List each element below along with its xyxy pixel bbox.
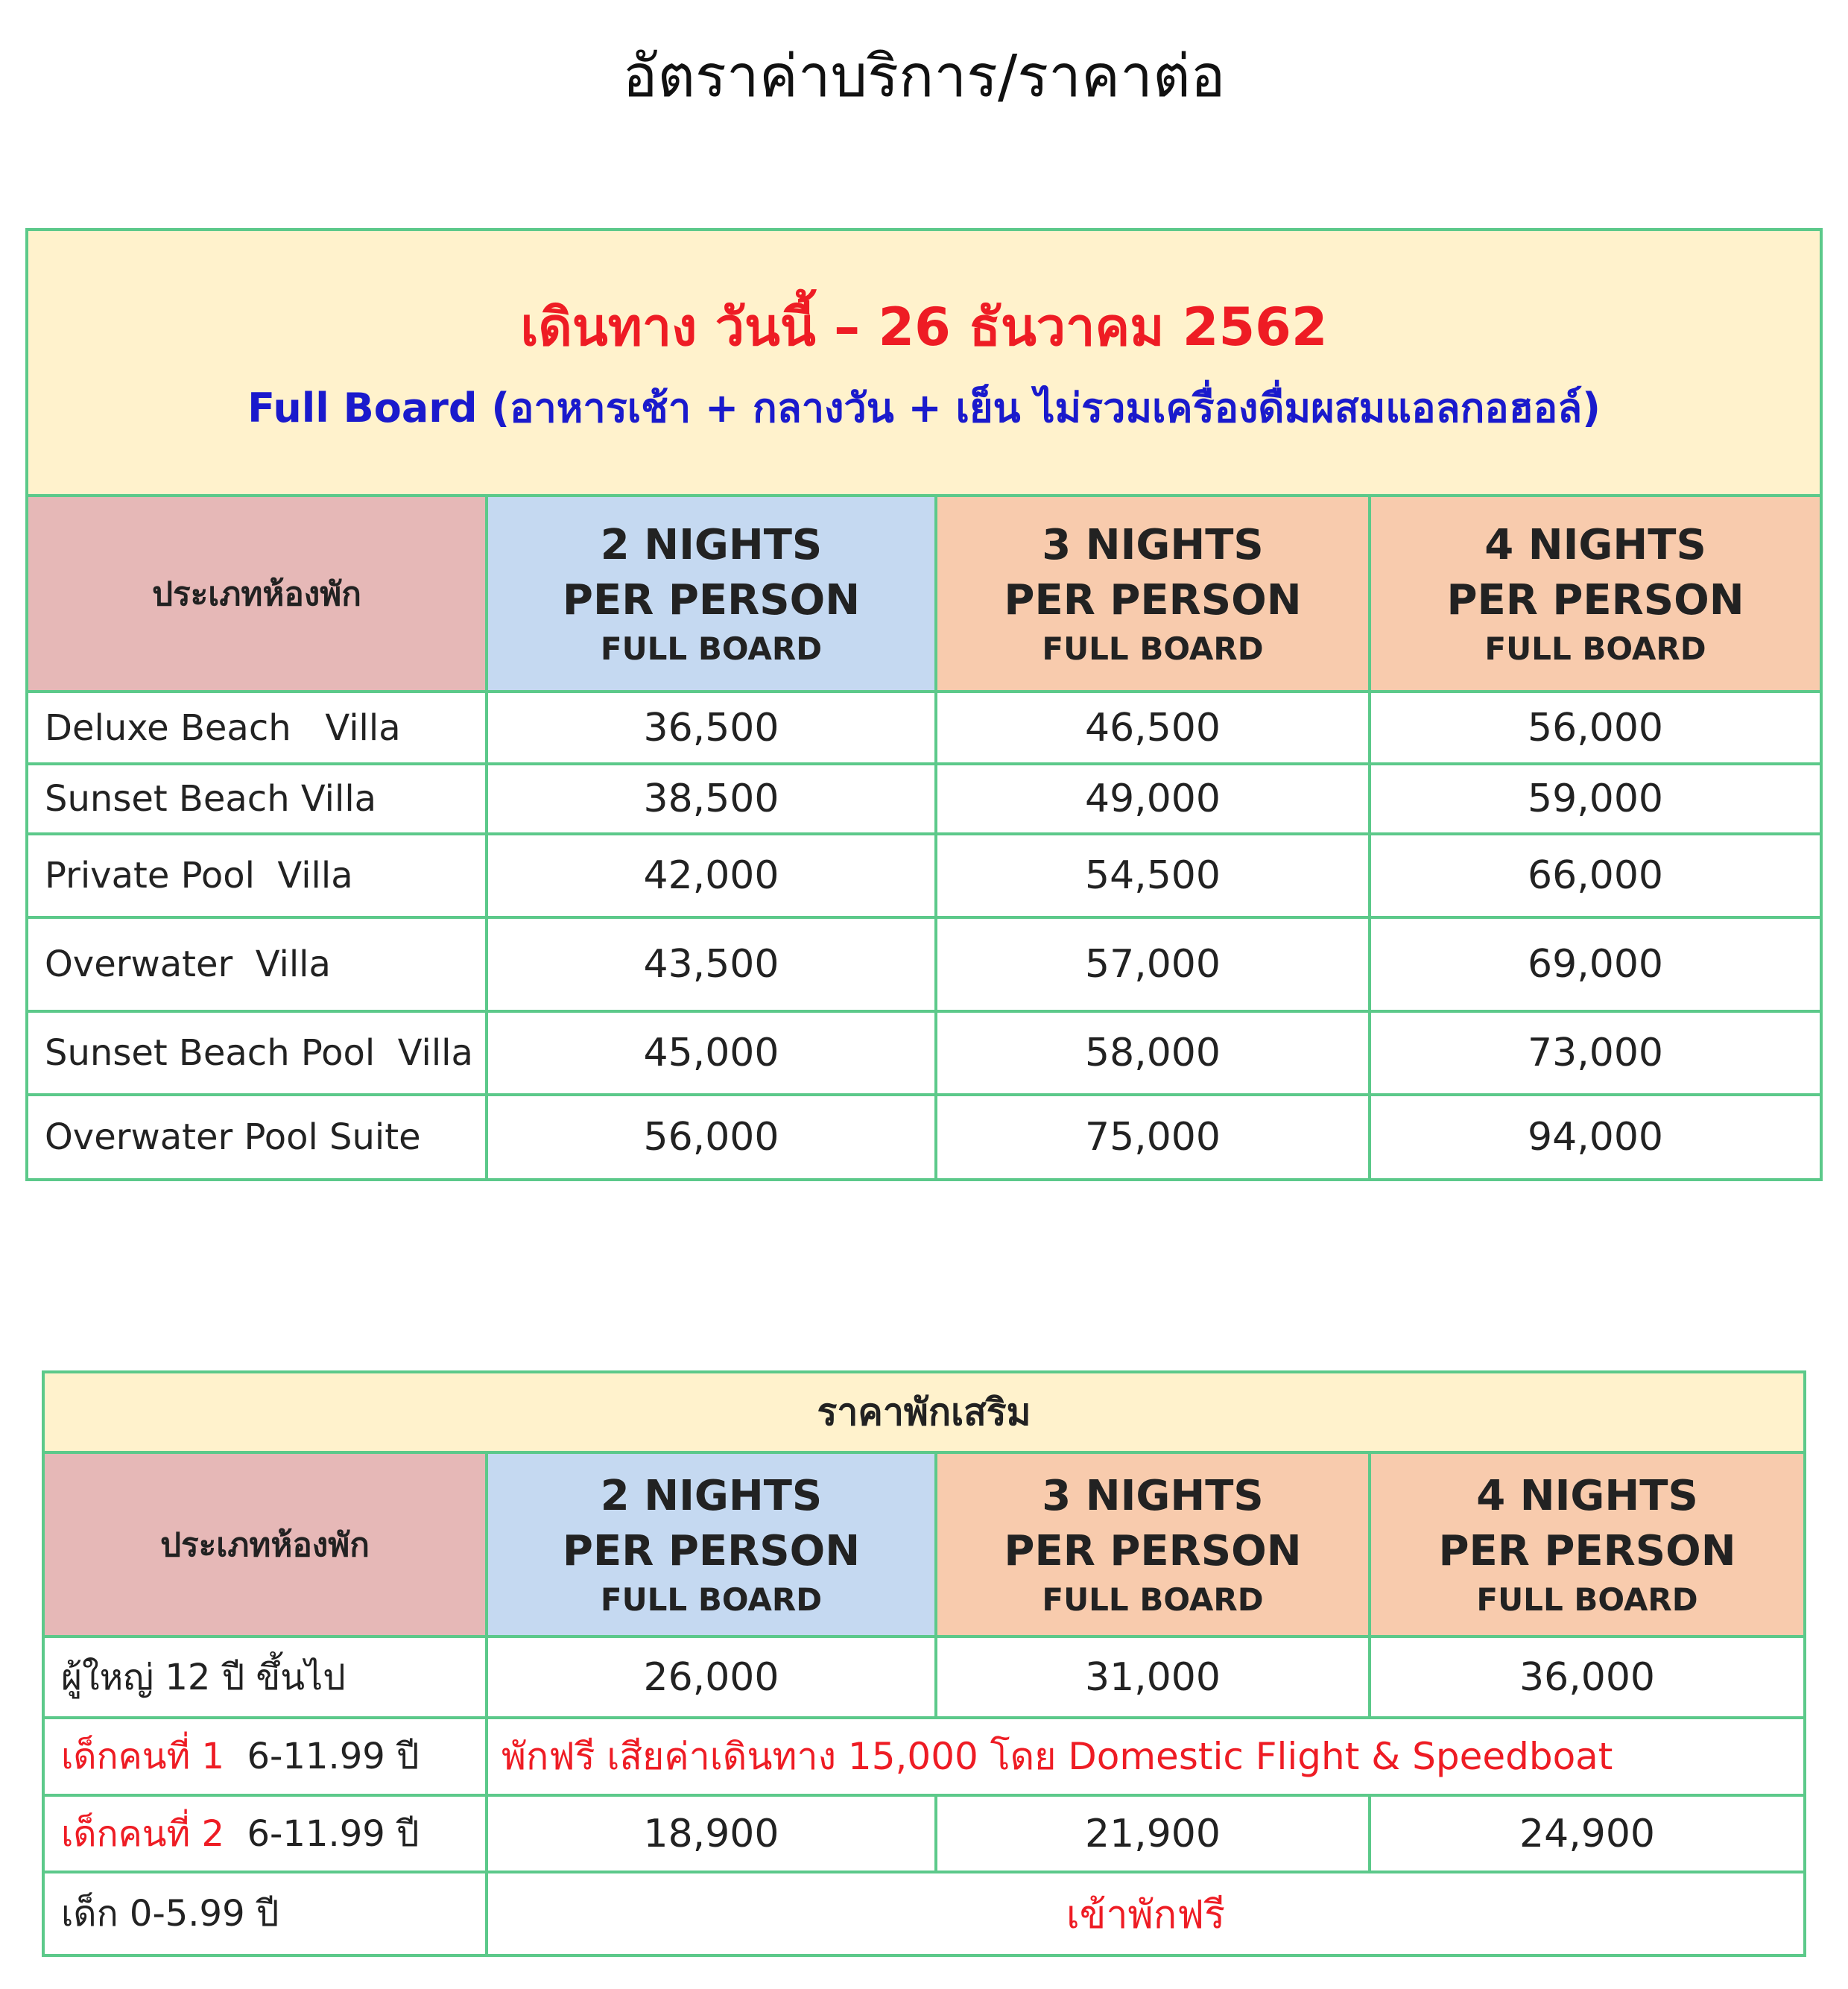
room-name: Overwater Villa xyxy=(27,917,487,1011)
banner xyxy=(27,230,1821,496)
price-cell: 59,000 xyxy=(1370,764,1821,834)
extra-price-table xyxy=(42,1370,1806,1957)
price-cell: 56,000 xyxy=(487,1095,936,1180)
price-cell: 58,000 xyxy=(936,1011,1370,1095)
board-description: Full Board (อาหารเช้า + กลางวัน + เย็น ไม่รวมเครื่องดื่มผสมแอลกอฮอล์) xyxy=(247,385,1601,431)
infant-row: เด็ก 0-5.99 ปี เข้าพักฟรี xyxy=(43,1872,1805,1955)
child1-note: พักฟรี เสียค่าเดินทาง 15,000 โดย Domestic Flight & Speedboat xyxy=(487,1718,1805,1795)
room-name: Private Pool Villa xyxy=(27,834,487,917)
room-name: Overwater Pool Suite xyxy=(27,1095,487,1180)
room-name: Sunset Beach Pool Villa xyxy=(27,1011,487,1095)
price-cell: 43,500 xyxy=(487,917,936,1011)
price-cell: 56,000 xyxy=(1370,692,1821,764)
table-row xyxy=(27,1095,1821,1180)
price-cell: 46,500 xyxy=(936,692,1370,764)
header-4-nights: 4 NIGHTS PER PERSON FULL BOARD xyxy=(1370,1452,1805,1637)
price-cell: 45,000 xyxy=(487,1011,936,1095)
price-cell: 66,000 xyxy=(1370,834,1821,917)
price-cell: 49,000 xyxy=(936,764,1370,834)
table-row xyxy=(27,834,1821,917)
header-3-nights: 3 NIGHTS PER PERSON FULL BOARD xyxy=(936,1452,1370,1637)
travel-period: เดินทาง วันนี้ – 26 ธันวาคม 2562 xyxy=(520,297,1328,358)
child1-row: เด็กคนที่ 1 6-11.99 ปี พักฟรี เสียค่าเดินทาง 15,000 โดย Domestic Flight & Speedboat xyxy=(43,1718,1805,1795)
price-cell: 94,000 xyxy=(1370,1095,1821,1180)
room-name: Sunset Beach Villa xyxy=(27,764,487,834)
price-cell: 73,000 xyxy=(1370,1011,1821,1095)
adult-row: ผู้ใหญ่ 12 ปี ขึ้นไป 26,000 31,000 36,000 xyxy=(43,1637,1805,1718)
price-cell: 38,500 xyxy=(487,764,936,834)
page-title: อัตราค่าบริการ/ราคาต่อ xyxy=(622,43,1226,110)
price-cell: 57,000 xyxy=(936,917,1370,1011)
room-type-header: ประเภทห้องพัก xyxy=(43,1452,487,1637)
extra-table-title: ราคาพักเสริม xyxy=(43,1372,1805,1452)
header-4-nights: 4 NIGHTS PER PERSON FULL BOARD xyxy=(1370,496,1821,692)
header-2-nights: 2 NIGHTS PER PERSON FULL BOARD xyxy=(487,496,936,692)
price-cell: 42,000 xyxy=(487,834,936,917)
room-type-header: ประเภทห้องพัก xyxy=(27,496,487,692)
price-cell: 54,500 xyxy=(936,834,1370,917)
header-2-nights: 2 NIGHTS PER PERSON FULL BOARD xyxy=(487,1452,936,1637)
table-row xyxy=(27,1011,1821,1095)
infant-note: เข้าพักฟรี xyxy=(487,1872,1805,1955)
child2-row: เด็กคนที่ 2 6-11.99 ปี 18,900 21,900 24,900 xyxy=(43,1795,1805,1872)
table-row xyxy=(27,917,1821,1011)
header-3-nights: 3 NIGHTS PER PERSON FULL BOARD xyxy=(936,496,1370,692)
table-row xyxy=(27,764,1821,834)
main-price-table xyxy=(25,228,1823,1181)
table-row xyxy=(27,692,1821,764)
price-cell: 36,500 xyxy=(487,692,936,764)
room-name: Deluxe Beach Villa xyxy=(27,692,487,764)
price-cell: 75,000 xyxy=(936,1095,1370,1180)
price-cell: 69,000 xyxy=(1370,917,1821,1011)
